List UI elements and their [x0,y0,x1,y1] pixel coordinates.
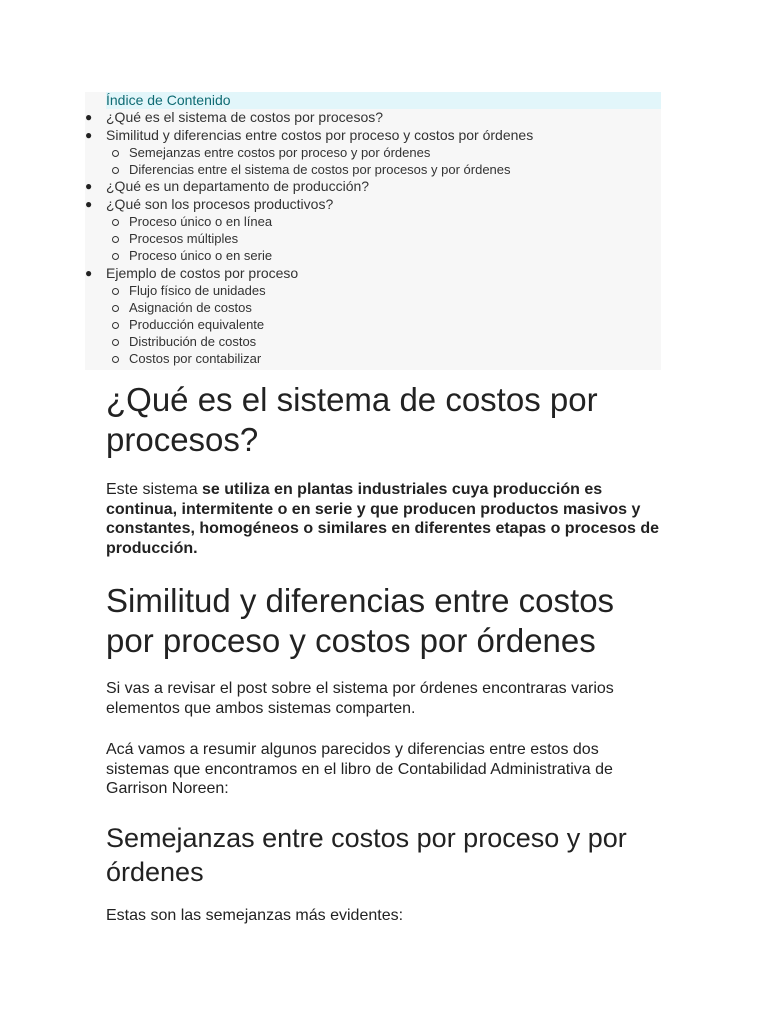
circle-bullet-icon [112,288,119,295]
circle-bullet-icon [112,322,119,329]
circle-bullet-icon [112,356,119,363]
paragraph-bold-text: se utiliza en plantas industriales cuya producción es continua, intermitente o en serie y que producen productos masivos y constantes, homogéneos o similares en diferentes etapas o procesos de producción. [106,481,660,557]
toc-link-text[interactable]: Distribución de costos [129,334,257,349]
toc-link-text[interactable]: Proceso único o en línea [129,214,273,229]
toc-link-text[interactable]: ¿Qué son los procesos productivos? [106,196,334,212]
toc-link-text[interactable]: ¿Qué es el sistema de costos por procesos? [106,109,384,125]
toc-link-text[interactable]: Costos por contabilizar [129,351,262,366]
toc-link-text[interactable]: Producción equivalente [129,317,265,332]
toc-link-text[interactable]: Procesos múltiples [129,231,239,246]
toc-link-text[interactable]: Proceso único o en serie [129,248,273,263]
toc-link-text[interactable]: ¿Qué es un departamento de producción? [106,178,370,194]
toc-link-text[interactable]: Diferencias entre el sistema de costos por procesos y por órdenes [129,162,511,177]
circle-bullet-icon [112,339,119,346]
section-heading-costos-por-procesos: ¿Qué es el sistema de costos por procesos? [106,381,598,458]
section-heading-semejanzas: Semejanzas entre costos por proceso y por órdenes [106,823,627,887]
section-heading-similitud-diferencias: Similitud y diferencias entre costos por proceso y costos por órdenes [106,582,615,659]
toc-link-text[interactable]: Semejanzas entre costos por proceso y por órdenes [129,145,431,160]
circle-bullet-icon [112,236,119,243]
toc-link-text[interactable]: Ejemplo de costos por proceso [106,265,299,281]
circle-bullet-icon [112,219,119,226]
bullet-icon: ● [85,128,93,142]
bullet-icon: ● [85,179,93,193]
section-paragraph: Si vas a revisar el post sobre el sistema por órdenes encontraras varios elementos que ambos sistemas comparten. [106,680,614,717]
bullet-icon: ● [85,197,93,211]
paragraph-lead-text: Este sistema [106,481,203,498]
bullet-icon: ● [85,266,93,280]
table-of-contents [85,92,661,370]
toc-link-text[interactable]: Flujo físico de unidades [129,283,266,298]
bullet-icon: ● [85,110,93,124]
section-paragraph [106,480,666,558]
toc-title: Índice de Contenido [106,92,661,109]
toc-link-text[interactable]: Similitud y diferencias entre costos por proceso y costos por órdenes [106,127,534,143]
toc-link-text[interactable]: Asignación de costos [129,300,252,315]
circle-bullet-icon [112,305,119,312]
section-paragraph: Estas son las semejanzas más evidentes: [106,907,404,924]
section-paragraph: Acá vamos a resumir algunos parecidos y diferencias entre estos dos sistemas que encontramos en el libro de Contabilidad Administrativa de Garrison Noreen: [106,741,613,797]
circle-bullet-icon [112,167,119,174]
circle-bullet-icon [112,253,119,260]
circle-bullet-icon [112,150,119,157]
